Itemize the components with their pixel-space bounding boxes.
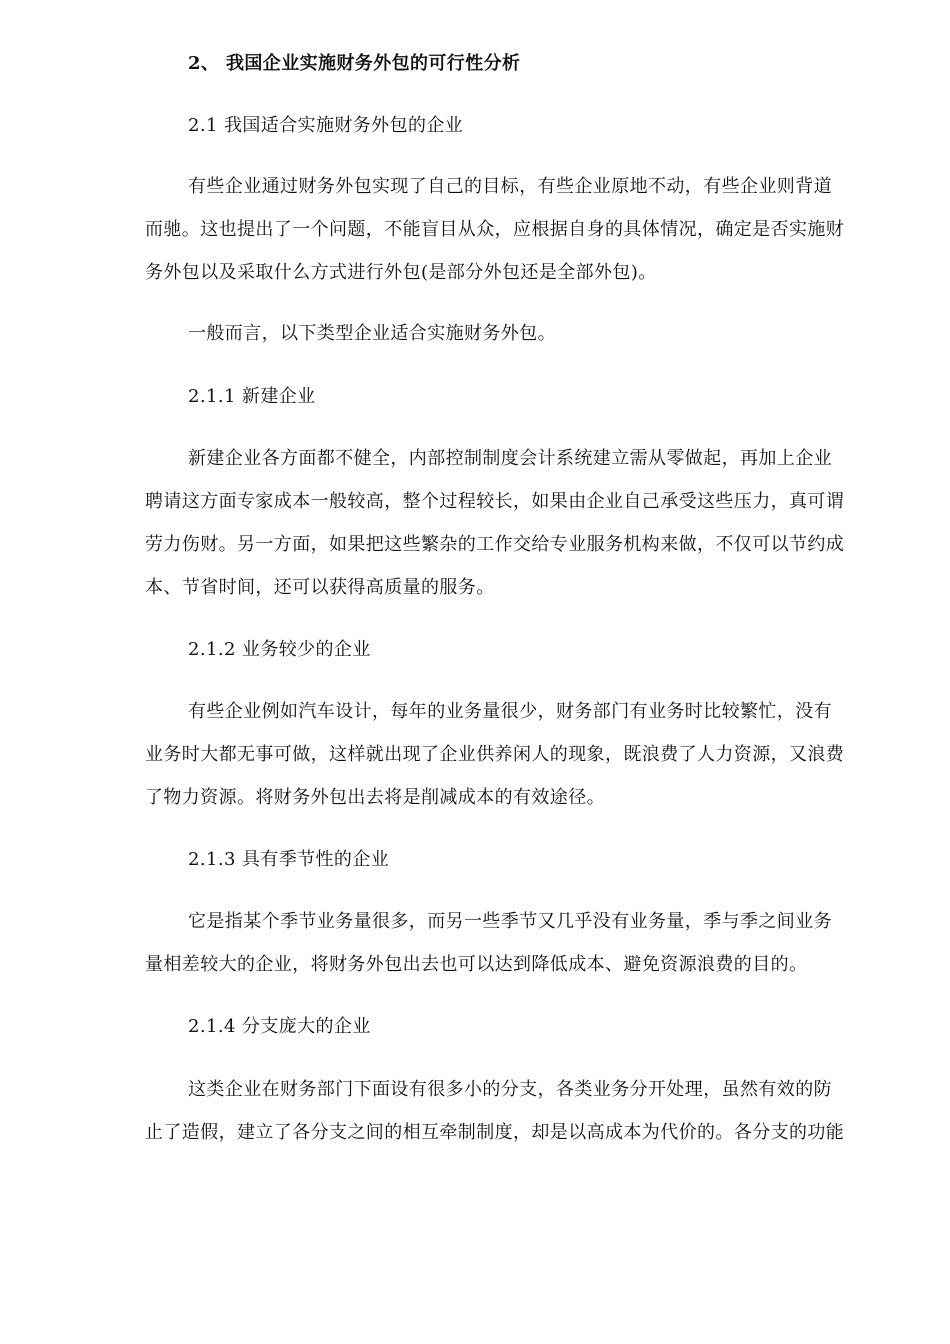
para2: 一般而言，以下类型企业适合实施财务外包。 [188,323,556,344]
para1-line3: 务外包以及采取什么方式进行外包(是部分外包还是全部外包)。 [145,262,657,283]
para6-line2: 止了造假，建立了各分支之间的相互牵制制度，却是以高成本为代价的。各分支的功能 [145,1122,845,1143]
section-2-1-2-title: 2.1.2 业务较少的企业 [188,639,371,660]
para3-line2: 聘请这方面专家成本一般较高，整个过程较长，如果由企业自己承受这些压力，真可谓 [145,491,845,512]
para5-line2: 量相差较大的企业，将财务外包出去也可以达到降低成本、避免资源浪费的目的。 [145,954,808,975]
para1-line2: 而驰。这也提出了一个问题，不能盲目从众，应根据自身的具体情况，确定是否实施财 [145,219,845,240]
para1-line1: 有些企业通过财务外包实现了自己的目标，有些企业原地不动，有些企业则背道 [188,176,832,197]
para3-line3: 劳力伤财。另一方面，如果把这些繁杂的工作交给专业服务机构来做，不仅可以节约成 [145,534,845,555]
para5-line1: 它是指某个季节业务量很多，而另一些季节又几乎没有业务量，季与季之间业务 [188,911,832,932]
section-2-1-3-title: 2.1.3 具有季节性的企业 [188,849,390,870]
heading-feasibility-analysis: 2、 我国企业实施财务外包的可行性分析 [188,53,521,74]
para3-line1: 新建企业各方面都不健全，内部控制制度会计系统建立需从零做起，再加上企业 [188,448,832,469]
para4-line1: 有些企业例如汽车设计，每年的业务量很少，财务部门有业务时比较繁忙，没有 [188,701,832,722]
para6-line1: 这类企业在财务部门下面设有很多小的分支，各类业务分开处理，虽然有效的防 [188,1079,832,1100]
section-2-1-title: 2.1 我国适合实施财务外包的企业 [188,115,464,136]
para4-line2: 业务时大都无事可做，这样就出现了企业供养闲人的现象，既浪费了人力资源，又浪费 [145,744,845,765]
para4-line3: 了物力资源。将财务外包出去将是削减成本的有效途径。 [145,787,605,808]
section-2-1-4-title: 2.1.4 分支庞大的企业 [188,1016,371,1037]
para3-line4: 本、节省时间，还可以获得高质量的服务。 [145,577,495,598]
section-2-1-1-title: 2.1.1 新建企业 [188,386,316,407]
